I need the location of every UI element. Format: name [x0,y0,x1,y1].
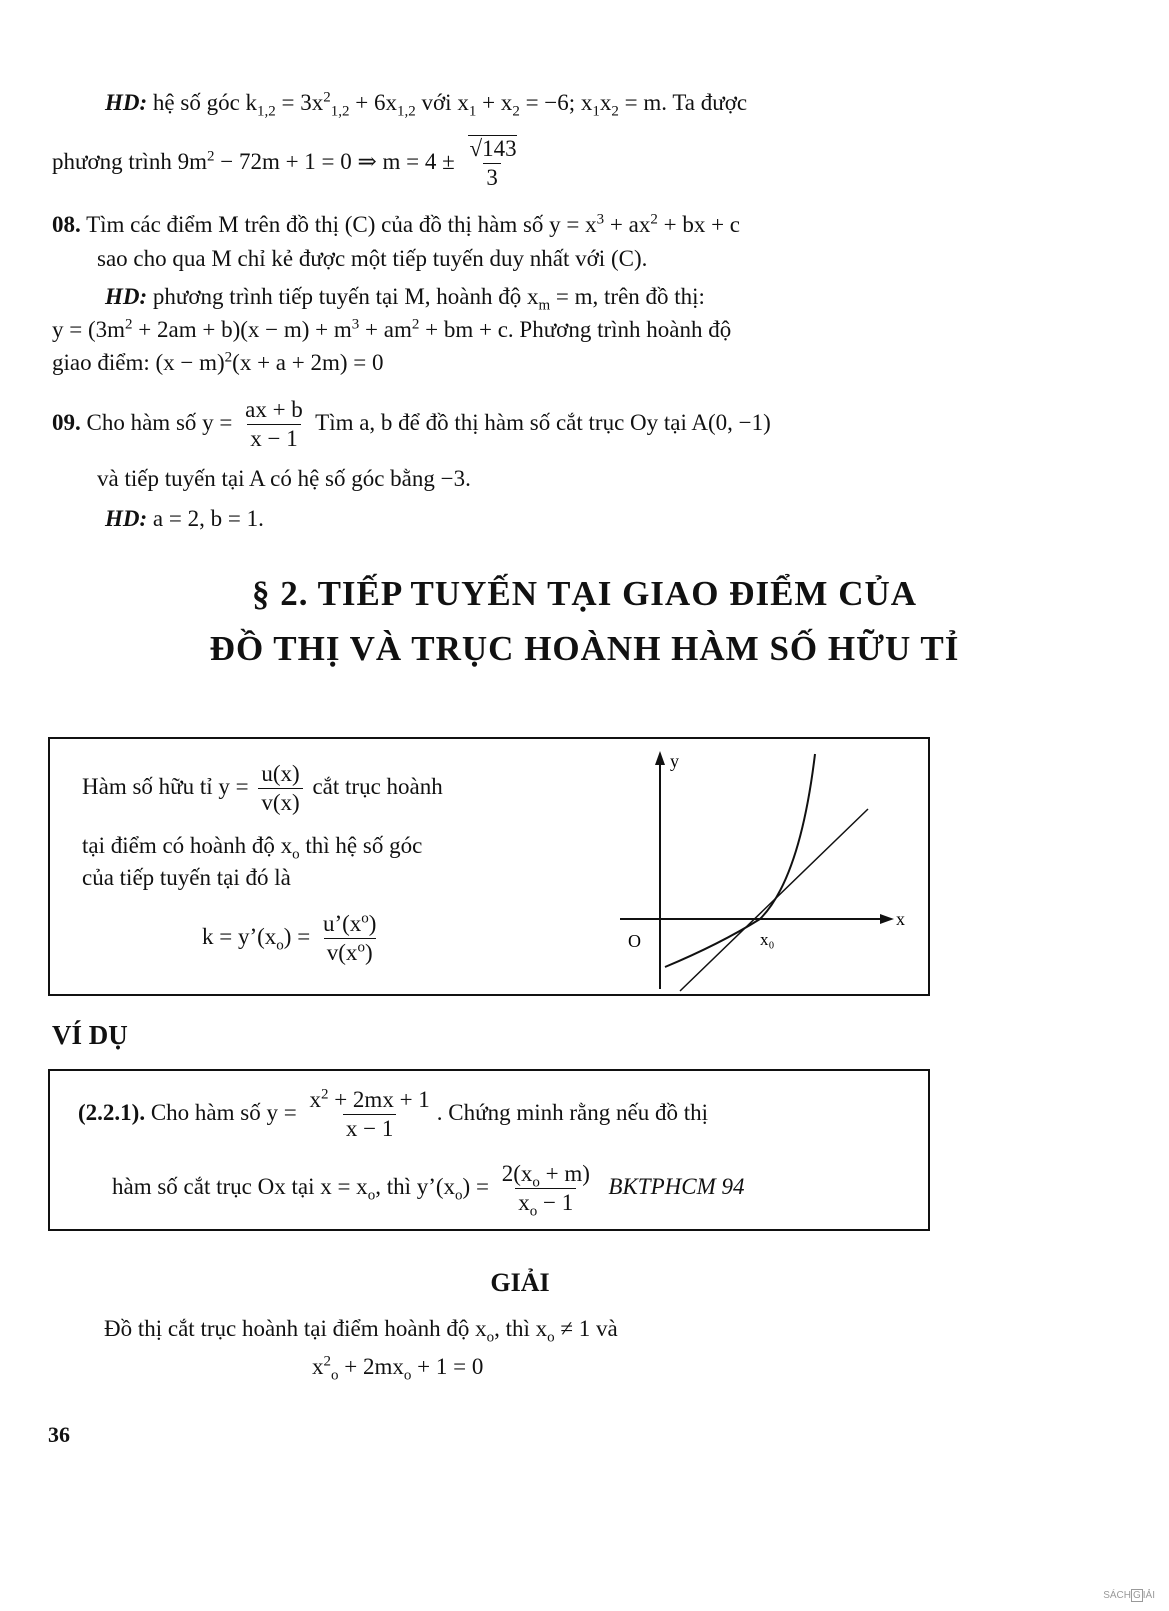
exercise-08-hd-line-1: HD: phương trình tiếp tuyến tại M, hoành độ $x_m = m$, trên đồ thị: [105,284,705,314]
example-source: BKTPHCM 94 [608,1174,745,1199]
hd-line-1b: phương trình $9m^2 - 72m + 1 = 0$ ⇒ m = 4 ± $\frac{√143}{3}$ [52,134,524,190]
exercise-09-hd: HD: a = 2, b = 1. [105,506,264,531]
exercise-09-line-2: và tiếp tuyến tại A có hệ số góc bằng −3. [97,466,471,491]
fraction-ax-b: $\frac{ax + b}{x - 1}$ [245,397,303,452]
curve [665,754,815,967]
exercise-number: 08. [52,212,81,237]
theory-box [48,737,930,996]
fraction-k: $\frac{u’(x^o)}{v(x^o)}$ [322,910,377,966]
hd-label: HD: [105,506,148,531]
fraction-example: $\frac{x^2 + 2mx + 1}{x - 1}$ [309,1086,430,1142]
theory-line-3: của tiếp tuyến tại đó là [82,865,291,890]
hd-label: HD: [105,90,148,115]
hd-label: HD: [105,284,148,309]
theory-line-2: tại điểm có hoành độ $x_o$ thì hệ số góc [82,833,423,863]
example-line-1: (2.2.1). Cho hàm số y = $\frac{x^2 + 2mx + 1}{x - 1}$ . Chứng minh rằng nếu đồ thị [78,1086,708,1142]
solution-line-2: $x^2_o + 2mx_o + 1 = 0$ [312,1353,484,1384]
tangent-graph [610,749,910,994]
example-id: (2.2.1). [78,1100,146,1125]
theory-formula: $k = y’(x_o)$ = $\frac{u’(x^o)}{v(x^o)}$ [202,909,383,965]
exercise-08-line-2: sao cho qua M chỉ kẻ được một tiếp tuyến duy nhất với (C). [97,246,648,271]
origin-label: O [628,931,641,951]
watermark: SÁCH G IẢI [1103,1590,1155,1601]
fraction-result: $\frac{2(x_o + m)}{x_o - 1}$ [501,1161,590,1220]
x-axis-label: x [896,909,905,929]
example-line-2: hàm số cắt trục Ox tại $x = x_o$, thì $y’(x_o)$ = $\frac{2(x_o + m)}{x_o - 1}$ BKTPHCM 94 [112,1161,745,1220]
section-heading-line-1: § 2. TIẾP TUYẾN TẠI GIAO ĐIỂM CỦA [251,574,918,613]
theory-line-1: Hàm số hữu tỉ y = $\frac{u(x)}{v(x)}$ cắt trục hoành [82,761,443,816]
example-box [48,1069,930,1231]
tangent-line [680,809,868,991]
section-heading-line-2: ĐỒ THỊ VÀ TRỤC HOÀNH HÀM SỐ HỮU TỈ [209,629,960,668]
solution-title: GIẢI [490,1268,550,1297]
y-axis-label: y [670,751,679,771]
hd-line-1: HD: hệ số góc $k_{1,2} = 3x^2_{1,2} + 6x_{1,2}$ với $x_1 + x_2 = -6$; $x_1x_2 = m$. Ta được [105,89,748,120]
x0-label: x₀ [760,930,775,949]
fraction-u-v: $\frac{u(x)}{v(x)}$ [258,762,302,815]
exercise-08-line-1: 08. Tìm các điểm M trên đồ thị (C) của đồ thị hàm số $y = x^3 + ax^2$ + bx + c [52,211,740,237]
x-axis-arrow [880,914,894,924]
y-axis-arrow [655,751,665,765]
solution-line-1: Đồ thị cắt trục hoành tại điểm hoành độ $x_o$, thì $x_o \ne 1$ và [104,1316,618,1346]
exercise-08-hd-line-2: $y = (3m^2 + 2am + b)(x - m) + m^3 + am^2$ + bm + c. Phương trình hoành độ [52,316,732,342]
fraction-m: $\frac{√143}{3}$ [469,136,517,191]
exercise-09-line-1: 09. Cho hàm số y = $\frac{ax + b}{x - 1}$ Tìm a, b để đồ thị hàm số cắt trục Oy tại A(0, −1) [52,397,771,452]
page-number: 36 [48,1422,70,1447]
exercise-number: 09. [52,410,81,435]
exercise-08-hd-line-3: giao điểm: $(x - m)^2(x + a + 2m) = 0$ [52,349,384,375]
example-heading: VÍ DỤ [52,1020,128,1050]
